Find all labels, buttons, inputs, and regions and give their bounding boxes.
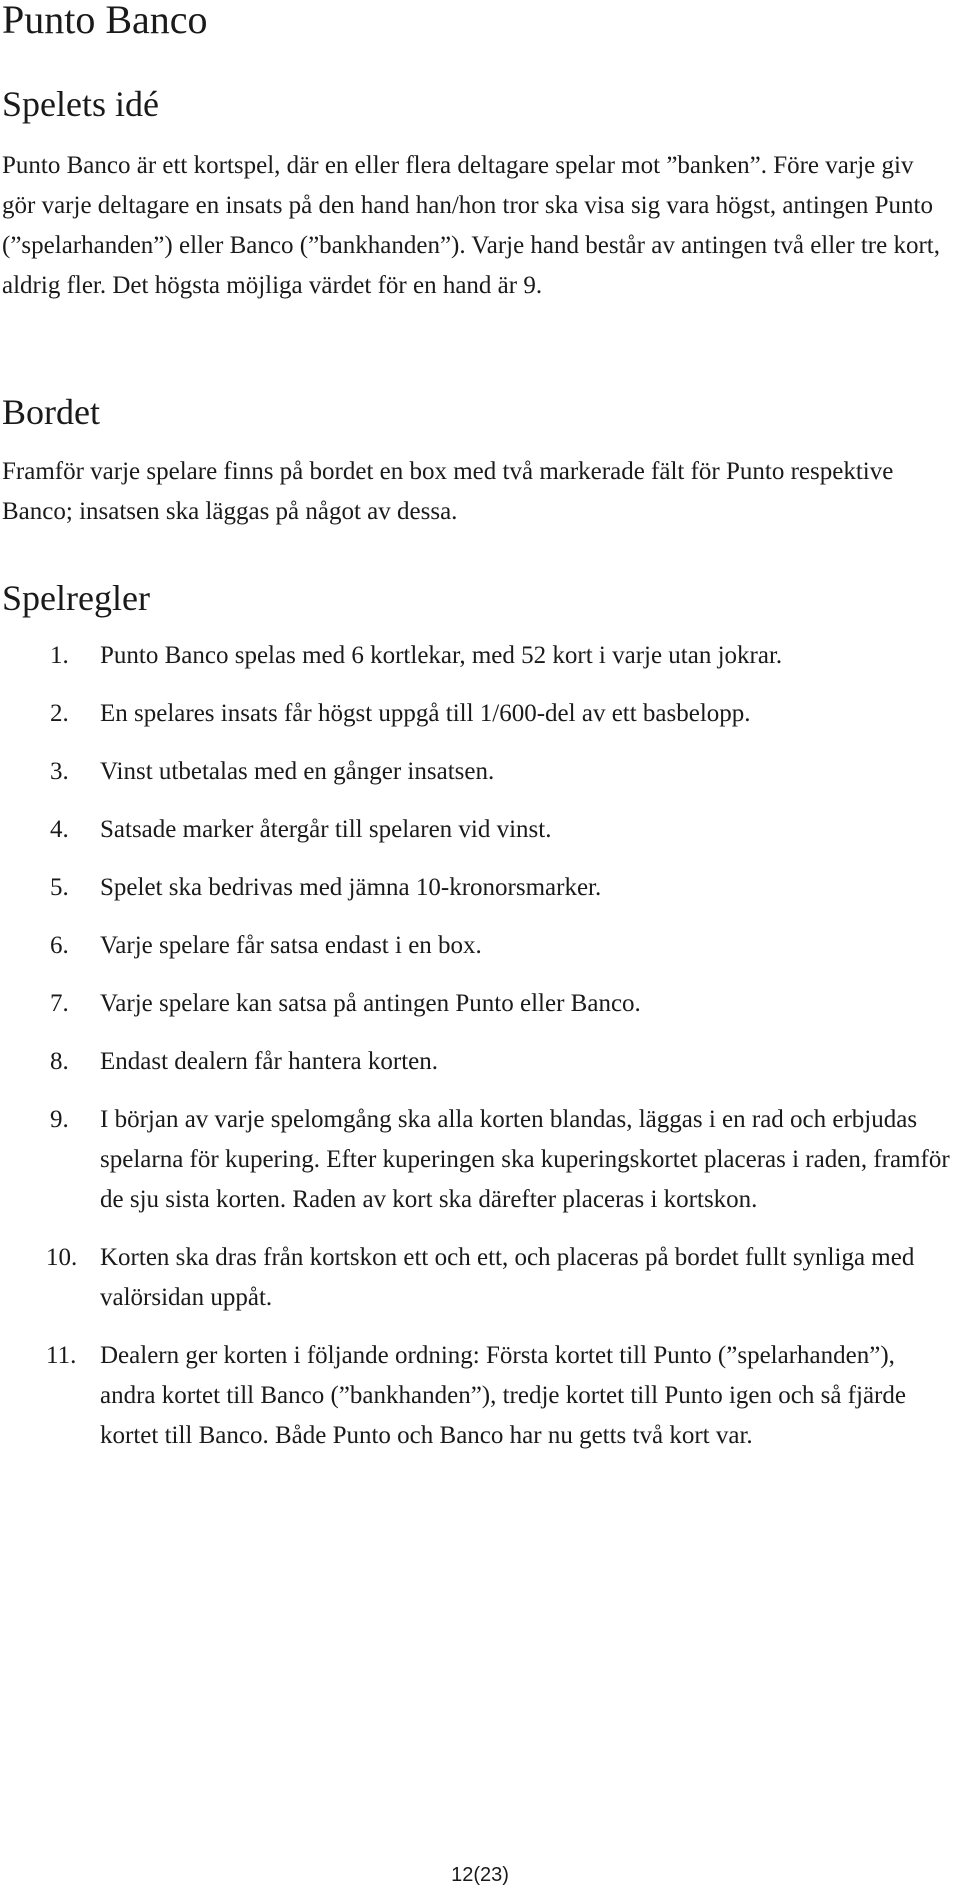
- list-item-number: 7.: [50, 990, 69, 1017]
- list-item-number: 10.: [46, 1244, 78, 1271]
- list-item: [2, 1042, 952, 1082]
- page-title: Punto Banco: [2, 0, 208, 42]
- list-item-number: 2.: [50, 700, 69, 727]
- rules-list: [2, 636, 952, 1474]
- list-item: [2, 926, 952, 966]
- section-heading-idea: Spelets idé: [2, 84, 159, 124]
- list-item-text: Dealern ger korten i följande ordning: Första kortet till Punto (”spelarhanden”), andra kortet till Banco (”bankhanden”), tredje kortet till Punto igen och så fjärde kortet till Banco. Både Punto och Banco har nu getts två kort var.: [100, 1342, 906, 1449]
- section-heading-table: Bordet: [2, 392, 100, 432]
- list-item-text: Vinst utbetalas med en gånger insatsen.: [100, 758, 495, 785]
- list-item-text: Endast dealern får hantera korten.: [100, 1048, 439, 1075]
- list-item-text: Varje spelare får satsa endast i en box.: [100, 932, 482, 959]
- list-item-text: Spelet ska bedrivas med jämna 10-kronorsmarker.: [100, 874, 602, 901]
- list-item: [2, 1238, 952, 1318]
- list-item-number: 5.: [50, 874, 69, 901]
- list-item-number: 8.: [50, 1048, 69, 1075]
- section-heading-rules: Spelregler: [2, 578, 150, 618]
- list-item-number: 3.: [50, 758, 69, 785]
- list-item-text: I början av varje spelomgång ska alla korten blandas, läggas i en rad och erbjudas spelarna för kupering. Efter kuperingen ska kuperingskortet placeras i raden, framför de sju sista korten. Raden av kort ska därefter placeras i kortskon.: [100, 1106, 950, 1213]
- list-item-text: Varje spelare kan satsa på antingen Punto eller Banco.: [100, 990, 641, 1017]
- list-item-text: Punto Banco spelas med 6 kortlekar, med 52 kort i varje utan jokrar.: [100, 642, 783, 669]
- list-item: [2, 868, 952, 908]
- list-item-text: En spelares insats får högst uppgå till 1/600-del av ett basbelopp.: [100, 700, 751, 727]
- list-item: [2, 694, 952, 734]
- list-item-number: 9.: [50, 1106, 69, 1133]
- page-number: 12(23): [451, 1864, 509, 1886]
- list-item: [2, 810, 952, 850]
- list-item-text: Satsade marker återgår till spelaren vid vinst.: [100, 816, 552, 843]
- list-item: [2, 752, 952, 792]
- list-item-text: Korten ska dras från kortskon ett och ett, och placeras på bordet fullt synliga med valörsidan uppåt.: [100, 1244, 915, 1311]
- list-item-number: 6.: [50, 932, 69, 959]
- list-item: [2, 1336, 952, 1456]
- list-item: [2, 984, 952, 1024]
- list-item: [2, 1100, 952, 1220]
- list-item-number: 11.: [46, 1342, 77, 1369]
- list-item-number: 4.: [50, 816, 69, 843]
- section-text-table: Framför varje spelare finns på bordet en box med två markerade fält för Punto respektive Banco; insatsen ska läggas på något av dessa.: [2, 458, 894, 525]
- list-item-number: 1.: [50, 642, 69, 669]
- list-item: [2, 636, 952, 676]
- section-text-idea: Punto Banco är ett kortspel, där en eller flera deltagare spelar mot ”banken”. Före varje giv gör varje deltagare en insats på den hand han/hon tror ska visa sig vara högst, antingen Punto (”spelarhanden”) eller Banco (”bankhanden”). Varje hand består av antingen två eller tre kort, aldrig fler. Det högsta möjliga värdet för en hand är 9.: [2, 152, 940, 299]
